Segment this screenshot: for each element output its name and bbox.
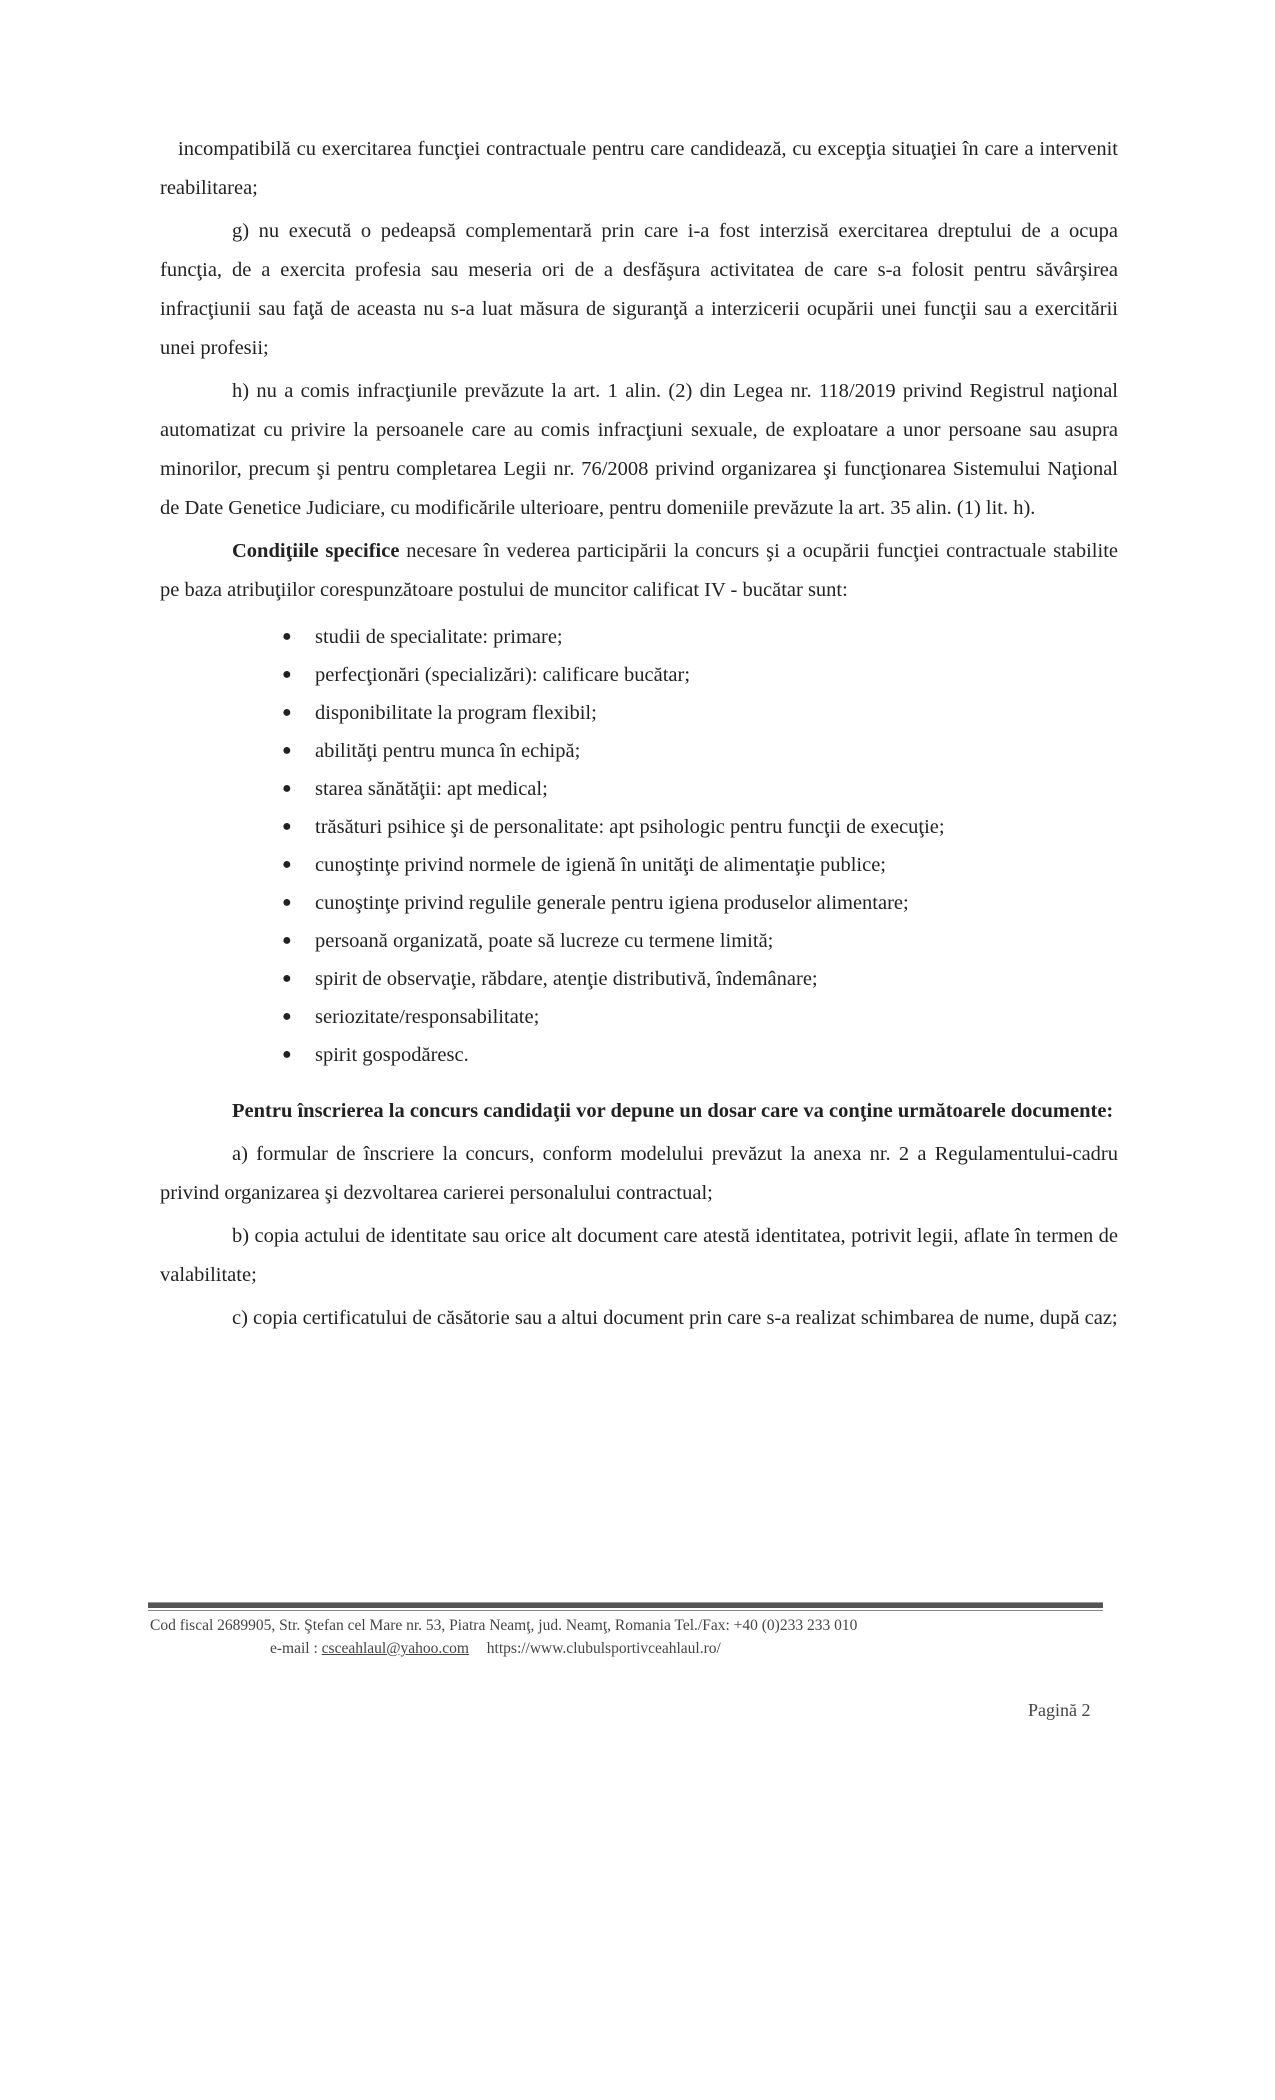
paragraph-f-continuation: incompatibilă cu exercitarea funcţiei contractuale pentru care candidează, cu excepţia situaţiei în care a intervenit reabilitarea; — [160, 138, 1118, 199]
list-item: ● starea sănătăţii: apt medical; — [280, 770, 1118, 808]
bullet-icon: ● — [282, 628, 292, 645]
list-item: ● perfecţionări (specializări): calificare bucătar; — [280, 656, 1118, 694]
bullet-icon: ● — [282, 704, 292, 721]
paragraph-h: h) nu a comis infracţiunile prevăzute la art. 1 alin. (2) din Legea nr. 118/2019 privind Registrul naţional automatizat cu privire la persoanele care au comis infracţiuni sexuale, de exploatare a unor persoane sau asupra minorilor, precum şi pentru completarea Legii nr. 76/2008 privind organizarea şi funcţionarea Sistemului Naţional de Date Genetice Judiciare, cu modificările ulterioare, pentru domeniile prevăzute la art. 35 alin. (1) lit. h). — [160, 380, 1118, 519]
list-item: ● seriozitate/responsabilitate; — [280, 998, 1118, 1036]
specific-conditions-intro — [160, 532, 1118, 610]
document-item-b: b) copia actului de identitate sau orice alt document care atestă identitatea, potrivit legii, aflate în termen de valabilitate; — [160, 1225, 1118, 1286]
paragraph-g: g) nu execută o pedeapsă complementară prin care i-a fost interzisă exercitarea dreptului de a ocupa funcţia, de a exercita profesia sau meseria ori de a desfăşura activitatea de care s-a folosit pentru săvârşirea infracţiunii sau faţă de aceasta nu s-a luat măsura de siguranţă a interzicerii ocupării unei funcţii sau a exercitării unei profesii; — [160, 220, 1118, 359]
document-item-a: a) formular de înscriere la concurs, conform modelului prevăzut la anexa nr. 2 a Regulamentului-cadru privind organizarea şi dezvoltarea carierei personalului contractual; — [160, 1143, 1118, 1204]
bullet-icon: ● — [282, 780, 292, 797]
bullet-icon: ● — [282, 932, 292, 949]
footer-contact — [270, 1640, 721, 1658]
list-item: ● persoană organizată, poate să lucreze cu termene limită; — [280, 922, 1118, 960]
list-item: ● abilităţi pentru munca în echipă; — [280, 732, 1118, 770]
footer-email-link[interactable]: csceahlaul@yahoo.com — [321, 1640, 469, 1657]
list-item: ● spirit de observaţie, răbdare, atenţie distributivă, îndemânare; — [280, 960, 1118, 998]
specific-conditions-list — [160, 618, 1118, 1074]
footer-divider — [148, 1602, 1103, 1608]
footer-address: Cod fiscal 2689905, Str. Ştefan cel Mare nr. 53, Piatra Neamţ, jud. Neamţ, Romania Tel./Fax: +40 (0)233 233 010 — [150, 1617, 858, 1634]
list-item: ● cunoştinţe privind regulile generale pentru igiena produselor alimentare; — [280, 884, 1118, 922]
document-item-c: c) copia certificatului de căsătorie sau a altui document prin care s-a realizat schimbarea de nume, după caz; — [232, 1307, 1118, 1329]
list-item: ● trăsături psihice şi de personalitate: apt psihologic pentru funcţii de execuţie; — [280, 808, 1118, 846]
bullet-icon: ● — [282, 1008, 292, 1025]
list-item: ● studii de specialitate: primare; — [280, 618, 1118, 656]
footer-website-link[interactable]: https://www.clubulsportivceahlaul.ro/ — [486, 1640, 721, 1657]
list-item: ● cunoştinţe privind normele de igienă în unităţi de alimentaţie publice; — [280, 846, 1118, 884]
document-body — [160, 130, 1118, 1338]
bullet-icon: ● — [282, 894, 292, 911]
specific-conditions-lead: Condiţiile specifice — [232, 540, 400, 562]
footer-divider-thin — [148, 1610, 1103, 1611]
list-item: ● disponibilitate la program flexibil; — [280, 694, 1118, 732]
page-number: Pagină 2 — [1028, 1700, 1091, 1720]
bullet-icon: ● — [282, 970, 292, 987]
documents-heading: Pentru înscrierea la concurs candidaţii vor depune un dosar care va conţine următoarele documente: — [232, 1100, 1114, 1122]
bullet-icon: ● — [282, 818, 292, 835]
bullet-icon: ● — [282, 856, 292, 873]
bullet-icon: ● — [282, 742, 292, 759]
list-item: ● spirit gospodăresc. — [280, 1036, 1118, 1074]
specific-conditions-text: necesare în vederea participării la concurs şi a ocupării funcţiei contractuale stabilite pe baza atribuţiilor corespunzătoare postului de muncitor calificat IV - bucătar sunt: — [160, 540, 1118, 601]
bullet-icon: ● — [282, 666, 292, 683]
footer-email-label: e-mail : — [270, 1640, 318, 1657]
bullet-icon: ● — [282, 1046, 292, 1063]
